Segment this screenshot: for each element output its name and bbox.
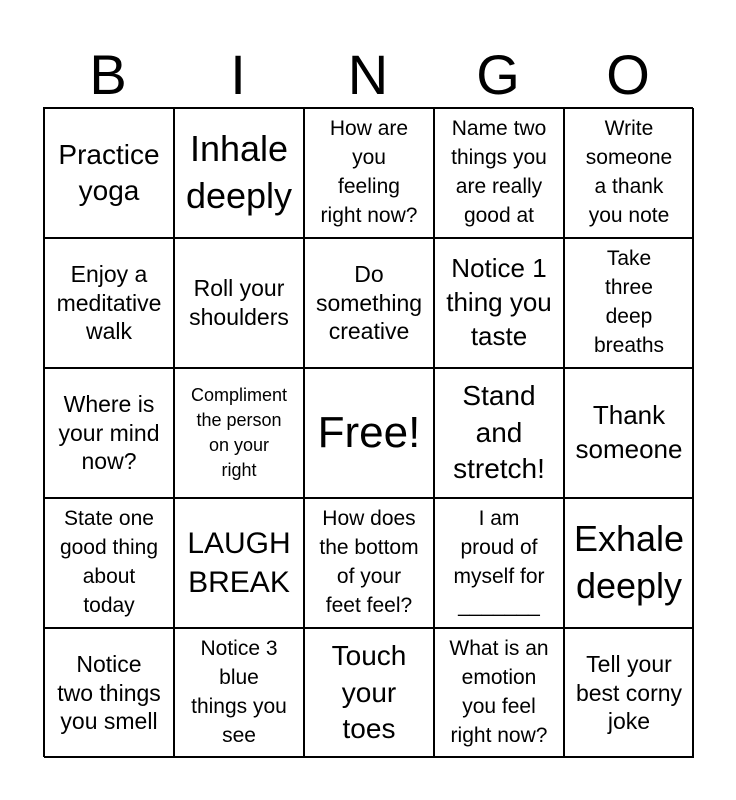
cell-label: Practice yoga <box>58 138 160 206</box>
cell-label: Notice two things you smell <box>57 650 161 735</box>
bingo-cell[interactable] <box>44 108 174 238</box>
bingo-cell[interactable] <box>304 238 434 368</box>
bingo-cell[interactable] <box>304 108 434 238</box>
bingo-cell[interactable] <box>434 498 564 628</box>
cell-label: Compliment the person on your right <box>190 384 288 481</box>
bingo-cell[interactable] <box>304 498 434 628</box>
bingo-cell-free[interactable] <box>304 368 434 498</box>
cell-label: Take three deep breaths <box>593 247 665 357</box>
cell-label: Notice 3 blue things you see <box>191 637 287 747</box>
cell-label: State one good thing about today <box>59 507 159 617</box>
bingo-cell[interactable] <box>434 628 564 758</box>
cell-label: Tell your best corny joke <box>575 650 683 735</box>
cell-label: Thank someone <box>575 400 683 464</box>
bingo-cell[interactable] <box>304 628 434 758</box>
bingo-cell[interactable] <box>174 498 304 628</box>
cell-label: How does the bottom of your feet feel? <box>319 507 419 617</box>
cell-label: Notice 1 thing you taste <box>446 253 552 351</box>
bingo-cell[interactable] <box>564 108 694 238</box>
header-letter-i: I <box>230 43 246 106</box>
header-letter-o: O <box>606 43 650 106</box>
bingo-cell[interactable] <box>44 628 174 758</box>
header-letter-b: B <box>89 43 127 106</box>
free-space-label: Free! <box>317 407 421 457</box>
cell-label: Enjoy a meditative walk <box>56 260 162 345</box>
bingo-cell[interactable] <box>434 368 564 498</box>
cell-label: I am proud of myself for _______ <box>453 507 545 617</box>
bingo-header <box>43 44 693 106</box>
cell-label: Do something creative <box>315 260 423 345</box>
cell-label: How are you feeling right now? <box>320 117 418 227</box>
header-letter-g: G <box>476 43 520 106</box>
bingo-board <box>43 107 693 757</box>
bingo-cell[interactable] <box>44 368 174 498</box>
cell-label: Name two things you are really good at <box>451 117 547 227</box>
bingo-cell[interactable] <box>44 498 174 628</box>
bingo-cell[interactable] <box>174 238 304 368</box>
bingo-cell[interactable] <box>564 498 694 628</box>
bingo-cell[interactable] <box>44 238 174 368</box>
cell-label: LAUGH BREAK <box>187 527 291 599</box>
cell-label: Exhale deeply <box>573 518 685 606</box>
bingo-cell[interactable] <box>174 628 304 758</box>
bingo-cell[interactable] <box>564 628 694 758</box>
bingo-cell[interactable] <box>434 108 564 238</box>
cell-label: Stand and stretch! <box>453 380 545 485</box>
bingo-cell[interactable] <box>174 368 304 498</box>
cell-label: Touch your toes <box>331 640 407 745</box>
bingo-cell[interactable] <box>564 238 694 368</box>
cell-label: Inhale deeply <box>185 128 293 216</box>
bingo-cell[interactable] <box>434 238 564 368</box>
cell-label: Write someone a thank you note <box>585 117 673 227</box>
cell-label: Roll your shoulders <box>189 275 289 330</box>
cell-label: Where is your mind now? <box>58 390 160 475</box>
header-letter-n: N <box>347 43 389 106</box>
cell-label: What is an emotion you feel right now? <box>449 637 549 747</box>
bingo-cell[interactable] <box>564 368 694 498</box>
bingo-cell[interactable] <box>174 108 304 238</box>
